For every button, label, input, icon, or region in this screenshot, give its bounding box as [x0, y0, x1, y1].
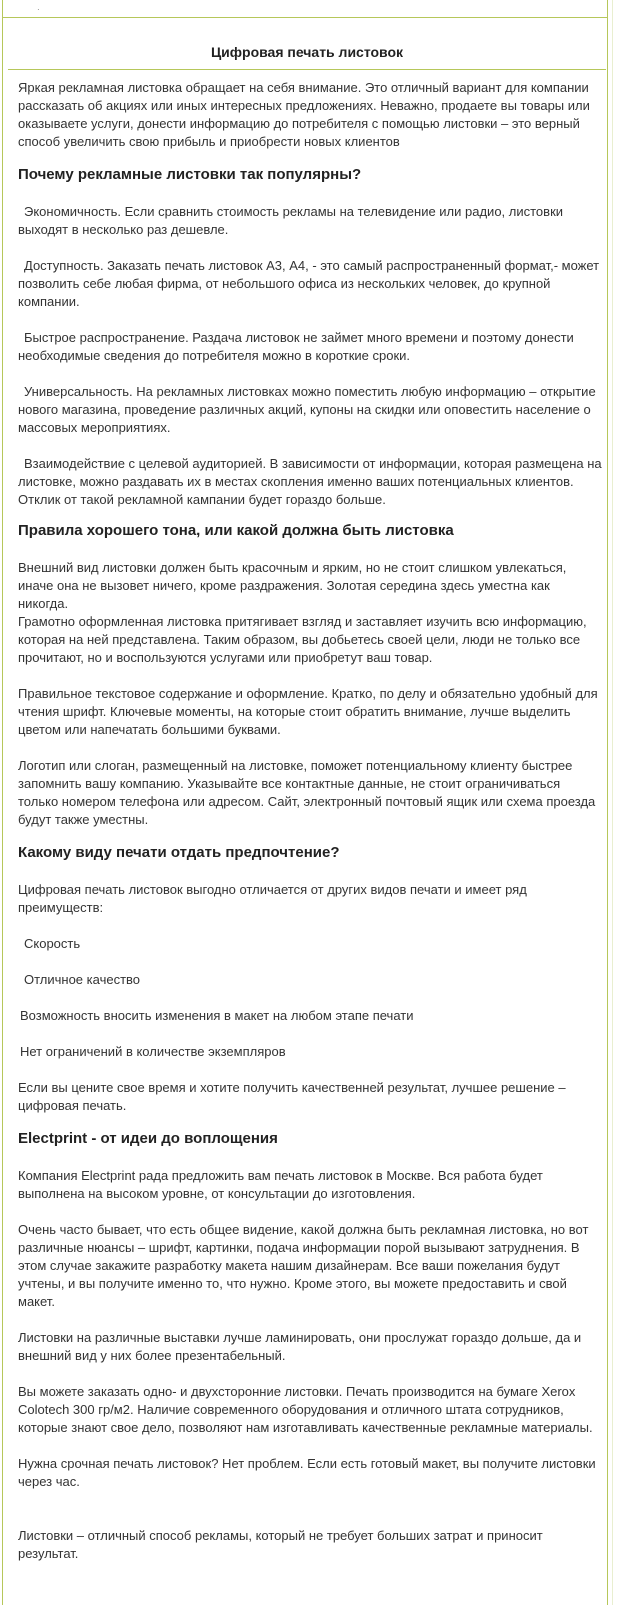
left-border — [2, 0, 3, 1605]
paragraph-logo-slogan: Логотип или слоган, размещенный на листовке, поможет потенциальному клиенту быстрее запомнить вашу компанию. Указывайте все контактные данные, не стоит ограничиваться только номером телефона или адресом. Сайт, электронный почтовый ящик или схема проезда будут также уместны. — [18, 758, 596, 827]
paragraph-target-audience: Взаимодействие с целевой аудиторией. В зависимости от информации, которая размещена на листовке, можно раздавать их в местах скопления именно ваших потенциальных клиентов. Отклик от такой рекламной кампании будет гораздо больше. — [18, 456, 602, 507]
paragraph-paper: Вы можете заказать одно- и двухсторонние листовки. Печать производится на бумаге Xerox Colotech 300 гр/м2. Наличие современного оборудования и отличного штата сотрудников, которые знают свое дело, позволяют нам изготавливать качественные рекламные материалы. — [18, 1384, 593, 1435]
intro-paragraph: Яркая рекламная листовка обращает на себя внимание. Это отличный вариант для компании рассказать об акциях или иных интересных предложениях. Неважно, продаете вы товары или оказываете услуги, донести информацию до потребителя с помощью листовки – это верный способ увеличить свою прибыль и приобрести новых клиентов — [18, 80, 590, 149]
right-border — [607, 0, 608, 1605]
paragraph-conclusion-digital: Если вы цените свое время и хотите получить качественней результат, лучшее решение – цифровая печать. — [18, 1080, 566, 1113]
list-item-quality: Отличное качество — [24, 972, 141, 987]
paragraph-design-service: Очень часто бывает, что есть общее видение, какой должна быть рекламная листовка, но вот различные нюансы – шрифт, картинки, подача информации порой вызывают затруднения. В этом случае закажите разработку макета нашим дизайнерам. Все ваши пожелания будут учтены, и вы получите именно то, что нужно. Кроме этого, вы можете предоставить и свой макет. — [18, 1222, 589, 1309]
paragraph-economy: Экономичность. Если сравнить стоимость рекламы на телевидение или радио, листовки выходят в несколько раз дешевле. — [18, 204, 564, 237]
paragraph-final: Листовки – отличный способ рекламы, который не требует больших затрат и приносит результат. — [18, 1528, 543, 1561]
paragraph-lamination: Листовки на различные выставки лучше ламинировать, они прослужат гораздо дольше, да и внешний вид у них более презентабельный. — [18, 1330, 582, 1363]
paragraph-fast-distribution: Быстрое распространение. Раздача листовок не займет много времени и поэтому донести необходимые сведения до потребителя можно в короткие сроки. — [18, 330, 574, 363]
paragraph-company: Компания Electprint рада предложить вам печать листовок в Москве. Вся работа будет выполнена на высоком уровне, от консультации до изготовления. — [18, 1168, 543, 1201]
top-border — [2, 17, 608, 18]
paragraph-availability: Доступность. Заказать печать листовок А3, А4, - это самый распространенный формат,- может позволить себе любая фирма, от небольшого офиса из нескольких человек, до крупной компании. — [18, 258, 600, 309]
paragraph-urgent: Нужна срочная печать листовок? Нет проблем. Если есть готовый макет, вы получите листовки через час. — [18, 1456, 596, 1489]
list-item-changes: Возможность вносить изменения в макет на любом этапе печати — [20, 1008, 414, 1023]
paragraph-text-content: Правильное текстовое содержание и оформление. Кратко, по делу и обязательно удобный для чтения шрифт. Ключевые моменты, на которые стоит обратить внимание, лучше выделить цветом или напечатать большими буквами. — [18, 686, 598, 737]
paragraph-universality: Универсальность. На рекламных листовках можно поместить любую информацию – открытие нового магазина, проведение различных акций, купоны на скидки или оповестить население о массовых мероприятиях. — [18, 384, 596, 435]
section-heading-good-form: Правила хорошего тона, или какой должна быть листовка — [18, 522, 454, 539]
paragraph-digital-advantages: Цифровая печать листовок выгодно отличается от других видов печати и имеет ряд преимуществ: — [18, 882, 527, 915]
paragraph-appearance: Внешний вид листовки должен быть красочным и ярким, но не стоит слишком увлекаться, иначе она не вызовет ничего, кроме раздражения. Золотая середина здесь уместна как никогда. — [18, 560, 567, 611]
list-item-speed: Скорость — [24, 936, 81, 951]
section-heading-electprint: Electprint - от идеи до воплощения — [18, 1130, 278, 1147]
list-item-no-limits: Нет ограничений в количестве экземпляров — [20, 1044, 286, 1059]
top-dot: · — [37, 5, 40, 14]
title-divider — [8, 69, 606, 70]
paragraph-well-designed: Грамотно оформленная листовка притягивает взгляд и заставляет изучить всю информацию, которая на ней представлена. Таким образом, вы добьетесь своей цели, люди не только все прочитают, но и воспользуются услугами или приобретут ваш товар. — [18, 614, 587, 665]
article-content — [18, 79, 603, 1563]
page-title: Цифровая печать листовок — [210, 44, 404, 60]
section-heading-print-type: Какому виду печати отдать предпочтение? — [18, 844, 340, 861]
section-heading-popularity: Почему рекламные листовки так популярны? — [18, 166, 362, 183]
right-border-outer — [612, 0, 613, 1605]
